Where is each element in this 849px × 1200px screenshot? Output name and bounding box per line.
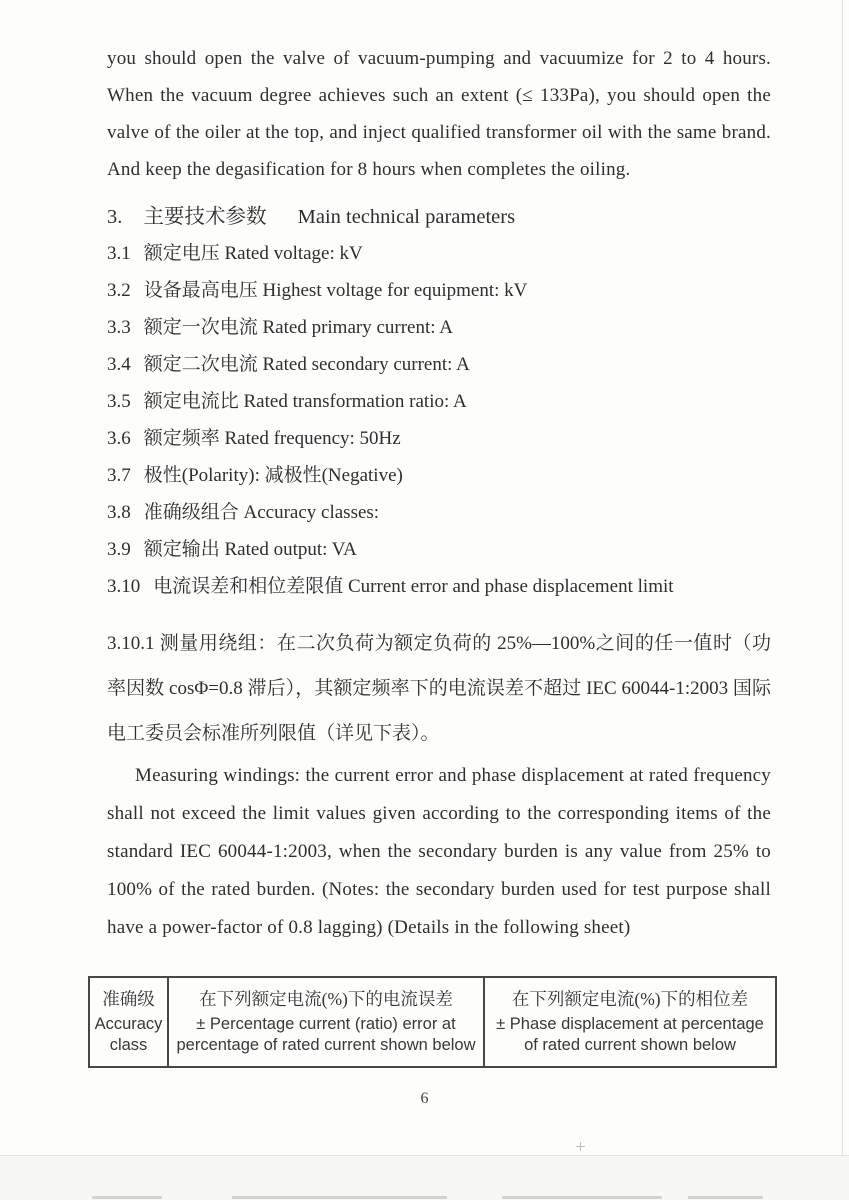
parameter-item-3-9 (107, 538, 771, 562)
page-content (94, 40, 771, 1068)
parameter-item-3-4 (107, 353, 771, 377)
header-zh: 准确级 (102, 989, 155, 1009)
param-number: 3.4 (107, 354, 131, 375)
page-number: 6 (420, 1090, 429, 1107)
header-zh: 在下列额定电流(%)下的电流误差 (199, 989, 453, 1009)
param-number: 3.1 (107, 243, 131, 264)
continuation-paragraph: you should open the valve of vacuum-pumping and vacuumize for 2 to 4 hours. When the vacuum degree achieves such an extent (≤ 133Pa), you should open the valve of the oiler at the top, and inject qualified transformer oil with the same brand. And keep the degasification for 8 hours when completes the oiling. (107, 48, 771, 180)
param-text: 额定二次电流 Rated secondary current: A (143, 354, 470, 375)
accuracy-class-table (88, 976, 777, 1068)
param-text: 电流误差和相位差限值 Current error and phase displacement limit (153, 576, 674, 597)
parameter-list (107, 242, 771, 599)
clause-3-10-1: 3.10.1 测量用绕组：在二次负荷为额定负荷的 25%—100%之间的任一值时（功率因数 cosΦ=0.8 滞后），其额定频率下的电流误差不超过 IEC 60044-1:2003 国际电工委员会标准所列限值（详见下表）。 (107, 633, 771, 744)
param-text: 设备最高电压 Highest voltage for equipment: kV (143, 280, 528, 301)
param-text: 额定频率 Rated frequency: 50Hz (143, 428, 401, 449)
parameter-item-3-8 (107, 501, 771, 525)
header-en: Accuracy class (94, 1015, 163, 1054)
param-number: 3.7 (107, 465, 131, 486)
parameter-item-3-1 (107, 242, 771, 266)
param-number: 3.2 (107, 280, 131, 301)
section-title-en: Main technical parameters (297, 206, 516, 228)
param-number: 3.6 (107, 428, 131, 449)
param-number: 3.8 (107, 502, 131, 523)
scan-background-below-page (0, 1156, 849, 1200)
scan-edge-dash (688, 1196, 763, 1199)
param-text: 额定电压 Rated voltage: kV (143, 243, 363, 264)
header-en: ± Phase displacement at percentage of rated current shown below (496, 1015, 764, 1054)
param-number: 3.5 (107, 391, 131, 412)
section-title-zh: 主要技术参数 (143, 206, 267, 228)
header-cell-accuracy-class (89, 977, 168, 1067)
param-number: 3.3 (107, 317, 131, 338)
header-en: ± Percentage current (ratio) error at percentage of rated current shown below (176, 1015, 476, 1054)
scan-edge-dash (502, 1196, 662, 1199)
param-text: 额定输出 Rated output: VA (143, 539, 357, 560)
param-text: 额定一次电流 Rated primary current: A (143, 317, 453, 338)
parameter-item-3-6 (107, 427, 771, 451)
parameter-item-3-3 (107, 316, 771, 340)
header-cell-current-error (168, 977, 484, 1067)
table-header-row (89, 977, 776, 1067)
param-number: 3.9 (107, 539, 131, 560)
registration-mark (576, 1142, 585, 1151)
scan-right-edge (842, 0, 843, 1160)
section-number: 3. (107, 206, 123, 228)
param-text: 额定电流比 Rated transformation ratio: A (143, 391, 467, 412)
parameter-item-3-7 (107, 464, 771, 488)
param-text: 极性(Polarity): 减极性(Negative) (143, 465, 403, 486)
param-text: 准确级组合 Accuracy classes: (143, 502, 380, 523)
measuring-windings-paragraph: Measuring windings: the current error and phase displacement at rated frequency shall not exceed the limit values given according to the corresponding items of the standard IEC 60044-1:2003, when the secondary burden is any value from 25% to 100% of the rated burden. (Notes: the secondary burden used for test purpose shall have a power-factor of 0.8 lagging) (Details in the following sheet) (107, 765, 771, 938)
header-zh: 在下列额定电流(%)下的相位差 (511, 989, 749, 1009)
param-number: 3.10 (107, 576, 141, 597)
scan-edge-dash (232, 1196, 447, 1199)
parameter-item-3-2 (107, 279, 771, 303)
parameter-item-3-5 (107, 390, 771, 414)
parameter-item-3-10 (107, 575, 771, 599)
scan-edge-dash (92, 1196, 162, 1199)
section-heading (107, 202, 771, 232)
header-cell-phase-displacement (484, 977, 776, 1067)
